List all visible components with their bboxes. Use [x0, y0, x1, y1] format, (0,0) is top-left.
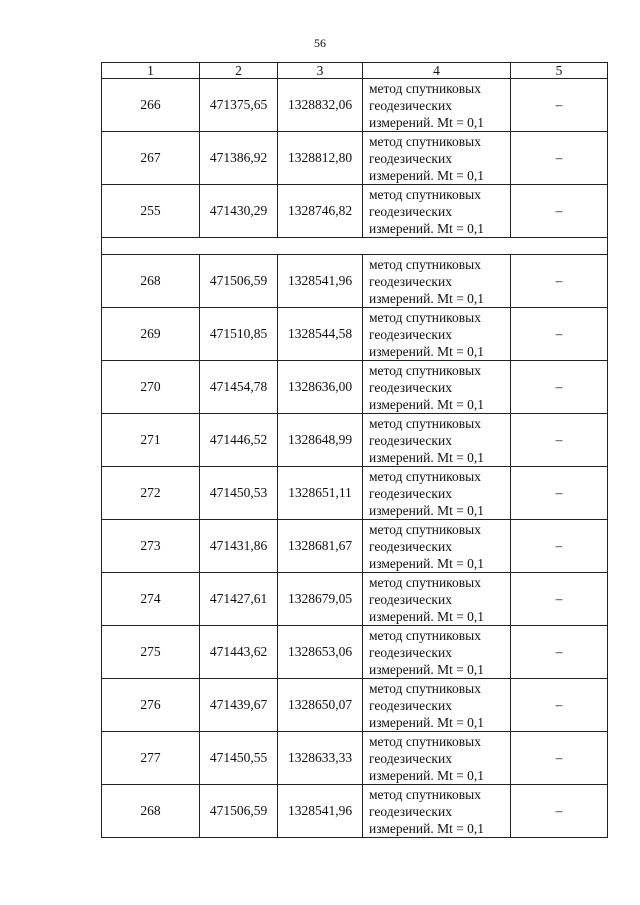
method-line: измерений. Mt = 0,1 [369, 714, 485, 730]
table-row [102, 573, 608, 626]
method-line: геодезических [369, 203, 452, 219]
column-header-1: 1 [102, 63, 200, 79]
y-coordinate-cell: 1328653,06 [278, 626, 363, 679]
y-coordinate-cell: 1328544,58 [278, 308, 363, 361]
note-cell: – [511, 520, 608, 573]
column-header-2: 2 [200, 63, 278, 79]
method-line: измерений. Mt = 0,1 [369, 290, 485, 306]
method-cell [363, 361, 511, 414]
x-coordinate-cell: 471431,86 [200, 520, 278, 573]
method-cell [363, 79, 511, 132]
method-cell [363, 785, 511, 838]
coordinates-table [101, 62, 608, 838]
method-cell [363, 185, 511, 238]
point-number-cell: 274 [102, 573, 200, 626]
note-cell: – [511, 361, 608, 414]
group-separator-row [102, 238, 608, 255]
table-row [102, 185, 608, 238]
y-coordinate-cell: 1328541,96 [278, 255, 363, 308]
x-coordinate-cell: 471450,53 [200, 467, 278, 520]
note-cell: – [511, 679, 608, 732]
x-coordinate-cell: 471439,67 [200, 679, 278, 732]
point-number-cell: 277 [102, 732, 200, 785]
note-cell: – [511, 626, 608, 679]
note-cell: – [511, 255, 608, 308]
method-line: геодезических [369, 803, 452, 819]
method-line: геодезических [369, 750, 452, 766]
column-header-5: 5 [511, 63, 608, 79]
table-row [102, 255, 608, 308]
method-line: измерений. Mt = 0,1 [369, 820, 485, 836]
method-line: геодезических [369, 150, 452, 166]
method-line: геодезических [369, 538, 452, 554]
method-cell [363, 573, 511, 626]
method-line: метод спутниковых [369, 133, 481, 149]
method-line: метод спутниковых [369, 80, 481, 96]
note-cell: – [511, 79, 608, 132]
y-coordinate-cell: 1328812,80 [278, 132, 363, 185]
column-header-3: 3 [278, 63, 363, 79]
method-line: геодезических [369, 644, 452, 660]
point-number-cell: 273 [102, 520, 200, 573]
method-line: метод спутниковых [369, 733, 481, 749]
x-coordinate-cell: 471446,52 [200, 414, 278, 467]
method-line: геодезических [369, 273, 452, 289]
table-row [102, 132, 608, 185]
method-line: геодезических [369, 591, 452, 607]
x-coordinate-cell: 471510,85 [200, 308, 278, 361]
method-line: метод спутниковых [369, 309, 481, 325]
method-line: измерений. Mt = 0,1 [369, 767, 485, 783]
method-line: геодезических [369, 97, 452, 113]
method-cell [363, 414, 511, 467]
y-coordinate-cell: 1328832,06 [278, 79, 363, 132]
method-line: измерений. Mt = 0,1 [369, 396, 485, 412]
x-coordinate-cell: 471375,65 [200, 79, 278, 132]
method-line: измерений. Mt = 0,1 [369, 220, 485, 236]
method-line: метод спутниковых [369, 574, 481, 590]
method-line: геодезических [369, 485, 452, 501]
method-cell [363, 467, 511, 520]
method-cell [363, 732, 511, 785]
point-number-cell: 255 [102, 185, 200, 238]
point-number-cell: 275 [102, 626, 200, 679]
method-line: измерений. Mt = 0,1 [369, 555, 485, 571]
point-number-cell: 272 [102, 467, 200, 520]
method-line: измерений. Mt = 0,1 [369, 608, 485, 624]
method-line: геодезических [369, 432, 452, 448]
table-row [102, 785, 608, 838]
method-line: измерений. Mt = 0,1 [369, 661, 485, 677]
method-cell [363, 308, 511, 361]
table-row [102, 520, 608, 573]
table-row [102, 626, 608, 679]
method-line: измерений. Mt = 0,1 [369, 114, 485, 130]
table-row [102, 308, 608, 361]
method-line: метод спутниковых [369, 256, 481, 272]
method-cell [363, 626, 511, 679]
y-coordinate-cell: 1328679,05 [278, 573, 363, 626]
method-line: геодезических [369, 326, 452, 342]
table-row [102, 414, 608, 467]
column-header-4: 4 [363, 63, 511, 79]
method-cell [363, 520, 511, 573]
note-cell: – [511, 732, 608, 785]
method-line: геодезических [369, 697, 452, 713]
y-coordinate-cell: 1328541,96 [278, 785, 363, 838]
y-coordinate-cell: 1328651,11 [278, 467, 363, 520]
y-coordinate-cell: 1328636,00 [278, 361, 363, 414]
x-coordinate-cell: 471427,61 [200, 573, 278, 626]
table-row [102, 79, 608, 132]
y-coordinate-cell: 1328648,99 [278, 414, 363, 467]
x-coordinate-cell: 471454,78 [200, 361, 278, 414]
y-coordinate-cell: 1328650,07 [278, 679, 363, 732]
method-cell [363, 679, 511, 732]
x-coordinate-cell: 471386,92 [200, 132, 278, 185]
method-line: геодезических [369, 379, 452, 395]
method-line: метод спутниковых [369, 627, 481, 643]
method-line: метод спутниковых [369, 680, 481, 696]
x-coordinate-cell: 471430,29 [200, 185, 278, 238]
point-number-cell: 270 [102, 361, 200, 414]
point-number-cell: 271 [102, 414, 200, 467]
table-row [102, 467, 608, 520]
x-coordinate-cell: 471506,59 [200, 785, 278, 838]
note-cell: – [511, 132, 608, 185]
table-row [102, 361, 608, 414]
method-line: метод спутниковых [369, 186, 481, 202]
method-line: метод спутниковых [369, 521, 481, 537]
method-line: измерений. Mt = 0,1 [369, 502, 485, 518]
method-cell [363, 132, 511, 185]
note-cell: – [511, 185, 608, 238]
point-number-cell: 266 [102, 79, 200, 132]
method-cell [363, 255, 511, 308]
note-cell: – [511, 467, 608, 520]
page-number: 56 [314, 36, 326, 50]
method-line: метод спутниковых [369, 468, 481, 484]
x-coordinate-cell: 471506,59 [200, 255, 278, 308]
method-line: метод спутниковых [369, 362, 481, 378]
method-line: измерений. Mt = 0,1 [369, 343, 485, 359]
point-number-cell: 267 [102, 132, 200, 185]
note-cell: – [511, 308, 608, 361]
group-separator-cell [102, 238, 608, 255]
point-number-cell: 276 [102, 679, 200, 732]
note-cell: – [511, 414, 608, 467]
x-coordinate-cell: 471450,55 [200, 732, 278, 785]
table-body [102, 79, 608, 838]
x-coordinate-cell: 471443,62 [200, 626, 278, 679]
table-header-row [102, 63, 608, 79]
table-row [102, 679, 608, 732]
point-number-cell: 269 [102, 308, 200, 361]
point-number-cell: 268 [102, 255, 200, 308]
method-line: измерений. Mt = 0,1 [369, 449, 485, 465]
point-number-cell: 268 [102, 785, 200, 838]
method-line: метод спутниковых [369, 786, 481, 802]
note-cell: – [511, 573, 608, 626]
note-cell: – [511, 785, 608, 838]
y-coordinate-cell: 1328633,33 [278, 732, 363, 785]
table-row [102, 732, 608, 785]
y-coordinate-cell: 1328681,67 [278, 520, 363, 573]
method-line: метод спутниковых [369, 415, 481, 431]
method-line: измерений. Mt = 0,1 [369, 167, 485, 183]
y-coordinate-cell: 1328746,82 [278, 185, 363, 238]
